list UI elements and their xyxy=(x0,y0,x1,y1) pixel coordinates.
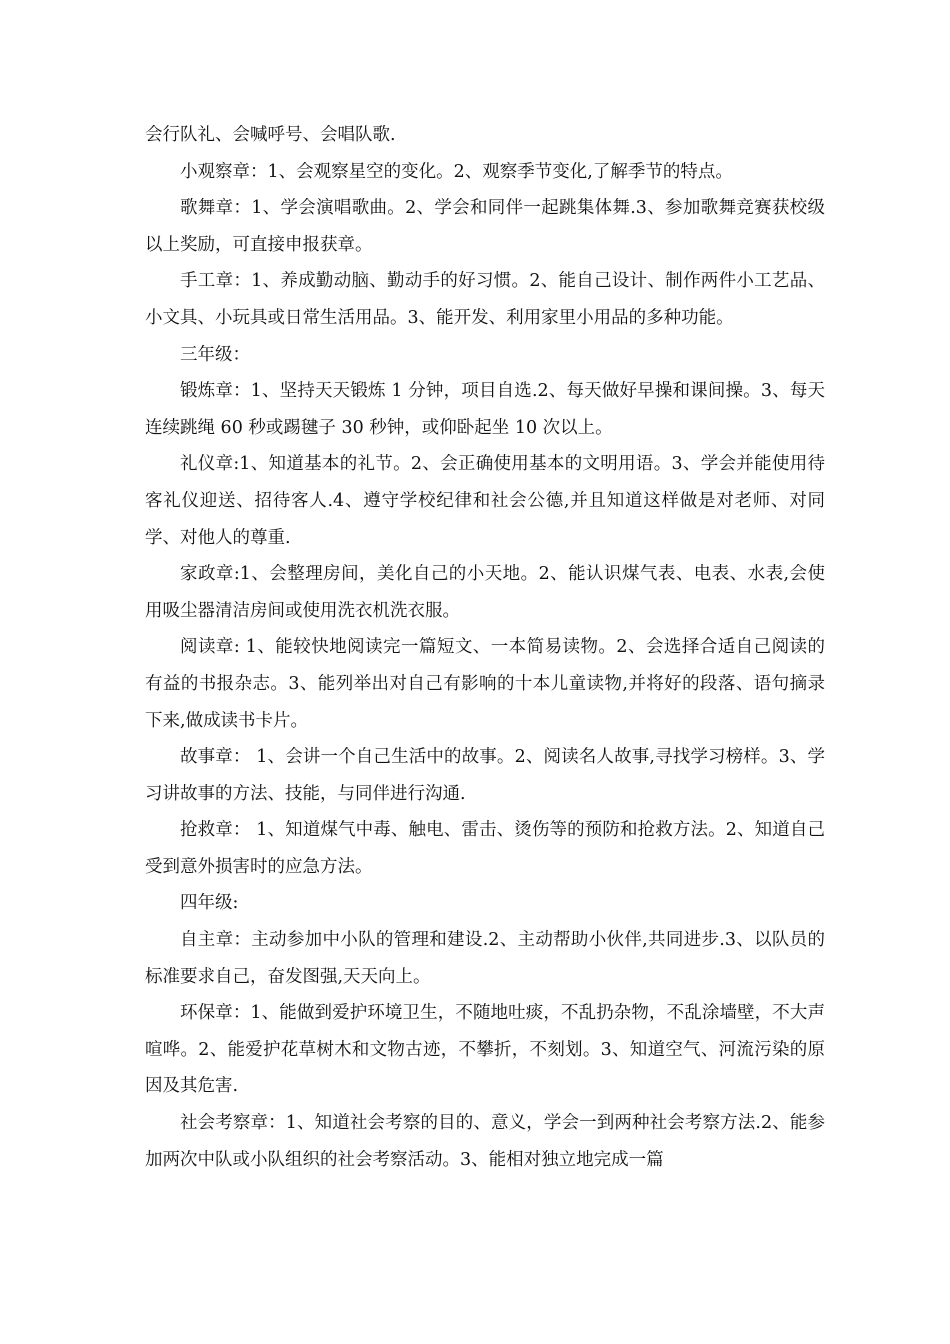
heading-grade-three: 三年级： xyxy=(180,344,250,365)
paragraph-continuation: 会行队礼、会喊呼号、会唱队歌. xyxy=(145,125,396,145)
paragraph-etiquette-badge: 礼仪章:1、知道基本的礼节。2、会正确使用基本的文明用语。3、学会并能使用待客礼仪迎送、招待客人.4、遵守学校纪律和社会公德,并且知道这样做是对老师、对同学、对他人的尊重. xyxy=(145,454,825,548)
paragraph-story-badge: 故事章： 1、会讲一个自己生活中的故事。2、阅读名人故事,寻找学习榜样。3、学习讲故事的方法、技能，与同伴进行沟通. xyxy=(145,747,825,804)
paragraph-observation-badge: 小观察章：1、会观察星空的变化。2、观察季节变化,了解季节的特点。 xyxy=(180,161,733,182)
paragraph-exercise-badge: 锻炼章：1、坚持天天锻炼 1 分钟，项目自选.2、每天做好早操和课间操。3、每天连续跳绳 60 秒或踢毽子 30 秒钟，或仰卧起坐 10 次以上。 xyxy=(145,381,825,438)
paragraph-rescue-badge: 抢救章： 1、知道煤气中毒、触电、雷击、烫伤等的预防和抢救方法。2、知道自己受到意外损害时的应急方法。 xyxy=(145,820,826,877)
document-page xyxy=(145,117,825,1178)
heading-grade-four: 四年级: xyxy=(180,893,239,914)
paragraph-housekeeping-badge: 家政章:1、会整理房间，美化自己的小天地。2、能认识煤气表、电表、水表,会使用吸尘器清洁房间或使用洗衣机洗衣服。 xyxy=(145,564,825,621)
paragraph-song-dance-badge: 歌舞章：1、学会演唱歌曲。2、学会和同伴一起跳集体舞.3、参加歌舞竞赛获校级以上奖励，可直接申报获章。 xyxy=(145,198,825,255)
paragraph-reading-badge: 阅读章: 1、能较快地阅读完一篇短文、一本简易读物。2、会选择合适自己阅读的有益的书报杂志。3、能列举出对自己有影响的十本儿童读物,并将好的段落、语句摘录下来,做成读书卡片。 xyxy=(145,637,825,731)
paragraph-handcraft-badge: 手工章：1、养成勤动脑、勤动手的好习惯。2、能自己设计、制作两件小工艺品、小文具、小玩具或日常生活用品。3、能开发、利用家里小用品的多种功能。 xyxy=(145,271,825,328)
paragraph-social-survey-badge: 社会考察章：1、知道社会考察的目的、意义，学会一到两种社会考察方法.2、能参加两次中队或小队组织的社会考察活动。3、能相对独立地完成一篇 xyxy=(145,1113,825,1170)
paragraph-autonomy-badge: 自主章：主动参加中小队的管理和建设.2、主动帮助小伙伴,共同进步.3、以队员的标准要求自己，奋发图强,天天向上。 xyxy=(145,930,825,987)
paragraph-environment-badge: 环保章：1、能做到爱护环境卫生，不随地吐痰，不乱扔杂物，不乱涂墙壁，不大声喧哗。2、能爱护花草树木和文物古迹，不攀折，不刻划。3、知道空气、河流污染的原因及其危害. xyxy=(145,1003,825,1097)
